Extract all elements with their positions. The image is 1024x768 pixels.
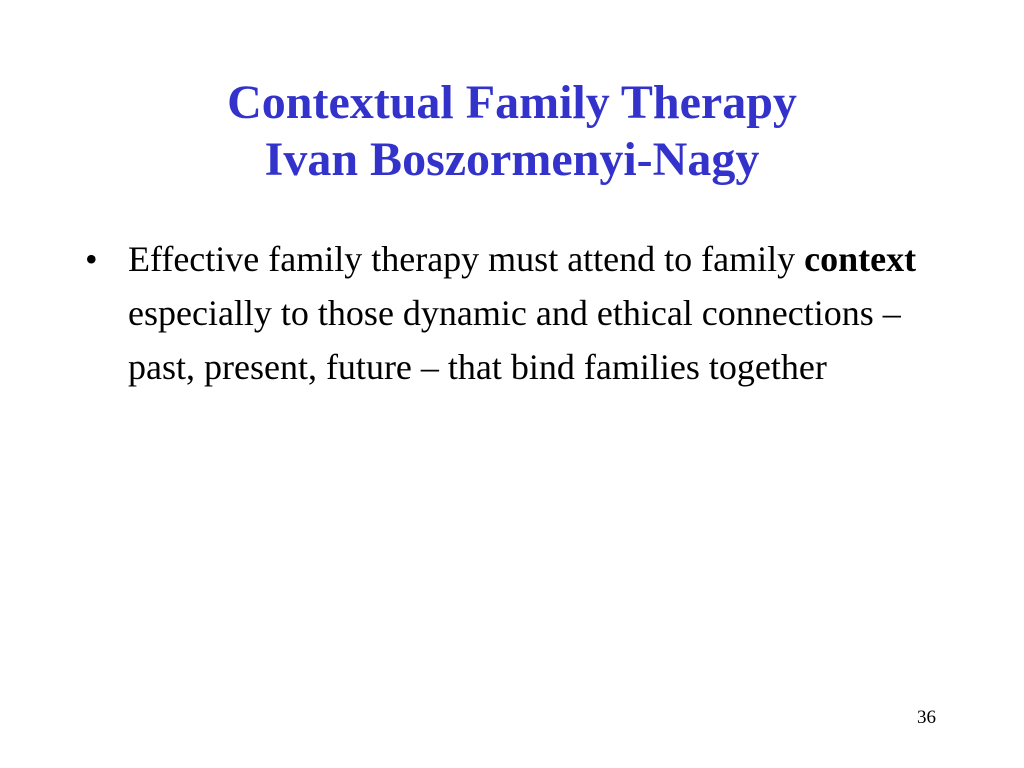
bullet-dot-icon: • — [85, 239, 98, 279]
slide-content — [85, 232, 935, 394]
bullet-item — [85, 232, 935, 394]
bullet-emphasis: context — [804, 239, 917, 279]
page-number: 36 — [917, 707, 936, 728]
title-line-1: Contextual Family Therapy — [227, 76, 797, 129]
bullet-text-after: especially to those dynamic and ethical connections – past, present, future – that bind families together — [128, 293, 901, 387]
bullet-text-before: Effective family therapy must attend to family — [128, 239, 805, 279]
title-line-2: Ivan Boszormenyi-Nagy — [264, 133, 760, 186]
slide-title — [0, 74, 1024, 188]
